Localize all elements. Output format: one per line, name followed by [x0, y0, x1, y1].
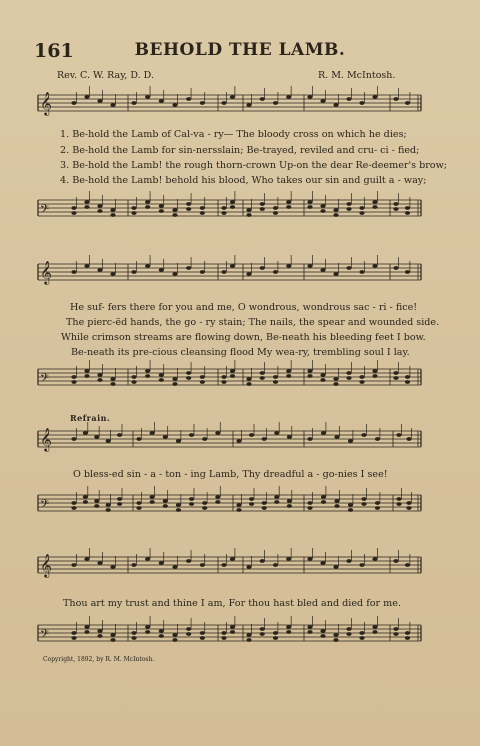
svg-text:𝄢: 𝄢 — [40, 498, 50, 514]
hymn-title: BEHOLD THE LAMB. — [134, 40, 346, 60]
verse-2-line-1: 2. Be-hold the Lamb for sin-nersslain; Be-trayed, reviled and cru- ci - fied; — [60, 145, 420, 156]
svg-text:𝄢: 𝄢 — [40, 628, 50, 644]
svg-text:𝄢: 𝄢 — [40, 203, 50, 219]
verse-1-line-1: 1. Be-hold the Lamb of Cal-va - ry— The bloody cross on which he dies; — [60, 129, 407, 140]
hymn-number: 161 — [34, 40, 74, 62]
verse-3-line-1: 3. Be-hold the Lamb! the rough thorn-crown Up-on the dear Re-deemer's brow; — [60, 160, 448, 171]
music-credit: R. M. McIntosh. — [318, 70, 396, 81]
final-line: Thou art my trust and thine I am, For thou hast bled and died for me. — [63, 598, 402, 609]
svg-text:𝄢: 𝄢 — [40, 372, 50, 388]
words-credit: Rev. C. W. Ray, D. D. — [57, 70, 154, 81]
verse-3-line-2: While crimson streams are flowing down, Be-neath his bleeding feet I bow. — [61, 332, 426, 343]
copyright-notice: Copyright, 1892, by R. M. McIntosh. — [43, 656, 155, 663]
verse-4-line-2: Be-neath its pre-cious cleansing flood My wea-ry, trembling soul I lay. — [71, 347, 410, 358]
verse-2-line-2: The pierc-ëd hands, the go - ry stain; The nails, the spear and wounded side. — [66, 317, 440, 328]
verse-1-line-2: He suf- fers there for you and me, O wondrous, wondrous sac - ri - fice! — [70, 302, 418, 313]
svg-text:𝄞: 𝄞 — [40, 427, 52, 451]
svg-text:𝄞: 𝄞 — [40, 260, 52, 284]
svg-text:𝄞: 𝄞 — [40, 91, 52, 115]
refrain-line: O bless-ed sin - a - ton - ing Lamb, Thy dreadful a - go-nies I see! — [73, 469, 388, 480]
refrain-label: Refrain. — [70, 413, 111, 423]
verse-4-line-1: 4. Be-hold the Lamb! behold his blood, Who takes our sin and guilt a - way; — [60, 175, 427, 186]
svg-text:𝄞: 𝄞 — [40, 553, 52, 577]
